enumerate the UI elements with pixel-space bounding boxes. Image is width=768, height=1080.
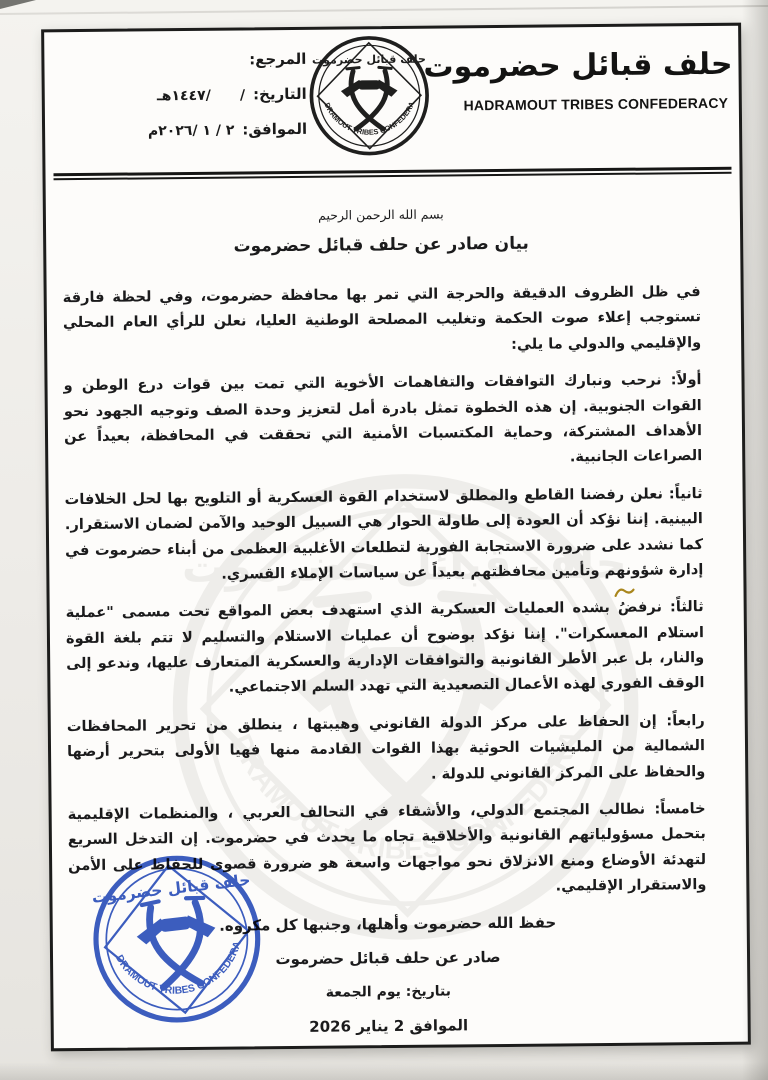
reference-label: المرجع: bbox=[249, 49, 307, 69]
document-page bbox=[41, 23, 751, 1052]
letterhead-titles bbox=[423, 46, 733, 113]
closing-prayer: حفظ الله حضرموت وأهلها، وجنبها كل مكروه. bbox=[219, 913, 557, 935]
paragraph-first: أولاً: نرحب ونبارك التوافقات والتفاهمات الأخوية التي تمت بين قوات درع الوطن و القوات الجنوبية. إن هذه الخطوة تمثل بادرة أمل لتعزيز وحدة الصف وتوجيه الجهود نحو الأهداف المشتركة، وحماية المكتسبات الأمنية التي تحققت في المحافظة، بعيداً عن الصراعات الجانبية. bbox=[63, 371, 703, 466]
paragraph-fifth: خامساً: نطالب المجتمع الدولي، والأشقاء في التحالف العربي ، والمنظمات الإقليمية بتحمل مسؤولياتهم القانونية والأخلاقية تجاه ما يحدث في حضرموت. إن التدخل السريع لتهدئة الأوضاع ومنع الانزلاق نحو مواجهات واسعة هو ضرورة قصوى للحفاظ على الأمن والاستقرار الإقليمي. bbox=[67, 800, 707, 895]
statement-title: بيان صادر عن حلف قبائل حضرموت bbox=[233, 233, 529, 257]
scan-corner-artifact bbox=[0, 0, 36, 9]
hijri-date-value: / /١٤٤٧هـ bbox=[156, 87, 246, 105]
gregorian-date-field bbox=[61, 120, 307, 140]
issue-day-line: بتاريخ: يوم الجمعة bbox=[325, 983, 452, 1001]
basmala-line: بسم الله الرحمن الرحيم bbox=[318, 206, 444, 223]
org-name-english: HADRAMOUT TRIBES CONFEDERACY bbox=[463, 94, 729, 113]
scan-sheet-edge bbox=[0, 5, 768, 15]
gregorian-date-value: ٢ / ١ /٢٠٢٦م bbox=[147, 122, 235, 140]
paragraph-second: ثانياً: نعلن رفضنا القاطع والمطلق لاستخدام القوة العسكرية أو التلويح بها لحل الخلافات البينية. إننا نؤكد أن العودة إلى طاولة الحوار هي السبيل الوحيد والآمن لضمان الاستقرار. كما نشدد على ضرورة الاستجابة الفورية لتطلعات الأغلبية العظمى من أبناء حضرموت في إدارة شؤونهم وتأمين محافظتهم بعيداً عن سياسات الإملاء القسري. bbox=[64, 484, 704, 583]
paragraph-third bbox=[66, 594, 705, 702]
letterhead-fields bbox=[60, 50, 307, 157]
org-logo-emblem-icon bbox=[307, 34, 431, 158]
paragraph-third-text: ثالثاً: نرفضُ بشده العمليات العسكرية الذي استهدف بعض المواقع تحت مسمى "عملية استلام المعسكرات". إننا نؤكد بوضوح أن عمليات الاستلام والتسليم لا تتم بلغة القوة والنار، بل عبر الأطر القانونية والتوافقات الإدارية والعسكرية المتعارف عليها، وندعو إلى الوقف الفوري لهذه الأعمال التصعيدية التي تهدد السلم الاجتماعي. bbox=[65, 598, 705, 697]
gregorian-date-label: الموافق: bbox=[242, 119, 308, 139]
reference-field bbox=[60, 50, 306, 70]
issued-by-line: صادر عن حلف قبائل حضرموت bbox=[275, 947, 501, 968]
intro-paragraph: في ظل الظروف الدقيقة والحرجة التي تمر بها محافظة حضرموت، وفي لحظة فارقة تستوجب إعلاء صوت الحكمة وتغليب المصلحة الوطنية العليا، نعلن للرأي العام المحلي والإقليمي والدولي ما يلي: bbox=[62, 283, 702, 353]
letterhead bbox=[44, 26, 738, 140]
hijri-date-label: التاريخ: bbox=[253, 84, 307, 104]
org-stamp-blue-icon bbox=[82, 844, 272, 1034]
issue-date-line: الموافق 2 يناير 2026 bbox=[309, 1015, 469, 1036]
hijri-date-field bbox=[61, 85, 307, 105]
paragraph-fourth: رابعاً: إن الحفاظ على مركز الدولة القانوني وهيبتها ، ينطلق من تحرير المحافظات الشمالية من المليشيات الحوثية بهذا القوات القادمة منها فهيا الأولى بتحرير أرضها والحفاظ على المركز القانوني للدولة . bbox=[66, 711, 706, 783]
scan-edge-shadow-bottom bbox=[0, 1062, 768, 1080]
scan-edge-shadow-right bbox=[742, 0, 768, 1080]
org-name-arabic: حلف قبائل حضرموت bbox=[423, 46, 733, 85]
handwritten-gold-mark bbox=[613, 586, 635, 599]
